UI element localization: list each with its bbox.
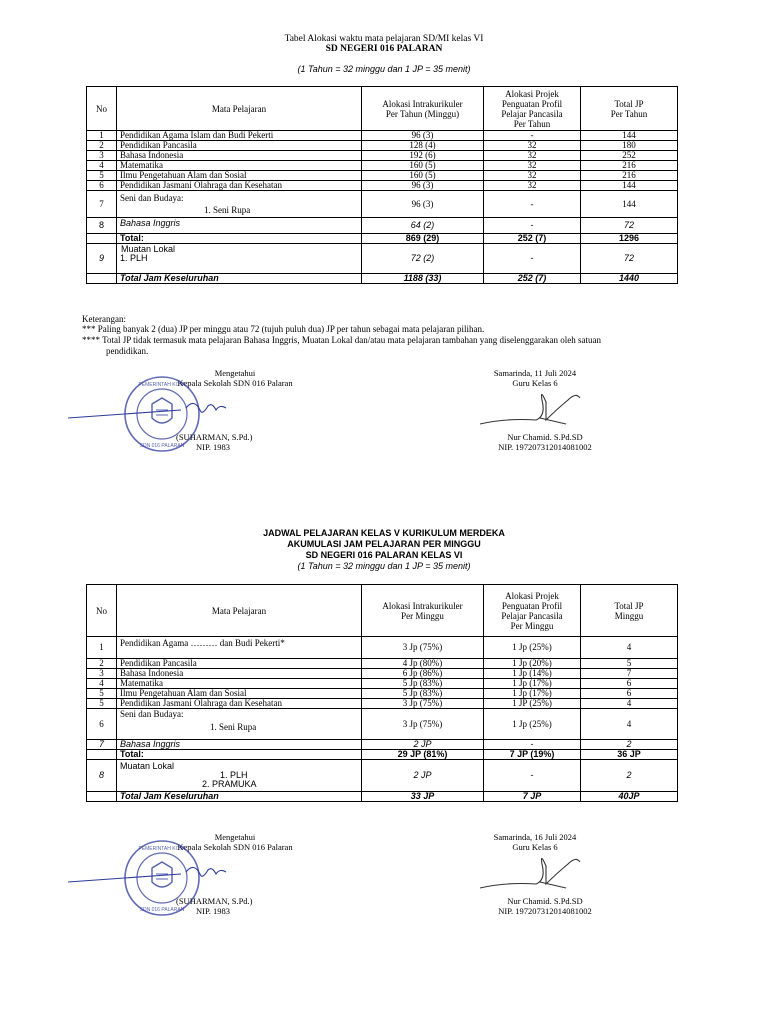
cell-intra: 6 Jp (86%) (362, 669, 484, 679)
cell-subject: Muatan Lokal 1. PLH (117, 244, 362, 274)
total-row (87, 234, 678, 244)
cell-project: 32 (484, 151, 581, 161)
table-row (87, 659, 678, 669)
header-no: No (87, 87, 117, 131)
cell-intra: 869 (29) (362, 234, 484, 244)
table-row (87, 181, 678, 191)
header-no: No (87, 585, 117, 637)
table-header-row (87, 585, 678, 637)
cell-total: 7 (581, 669, 678, 679)
cell-intra: 1188 (33) (362, 274, 484, 284)
cell-no: 1 (87, 637, 117, 659)
cell-no: 3 (87, 669, 117, 679)
cell-total: 72 (581, 244, 678, 274)
cell-grand-label: Total Jam Keseluruhan (117, 792, 362, 802)
header-intracurricular: Alokasi Intrakurikuler Per Tahun (Minggu) (362, 87, 484, 131)
cell-intra: 160 (5) (362, 161, 484, 171)
cell-subject: Ilmu Pengetahuan Alam dan Sosial (117, 171, 362, 181)
table2-title-2: AKUMULASI JAM PELAJARAN PER MINGGU (287, 539, 481, 549)
sign-right-name: Nur Chamid. S.Pd.SD (507, 432, 583, 442)
table-row (87, 637, 678, 659)
svg-text:PEMERINTAH KOTA: PEMERINTAH KOTA (138, 846, 186, 852)
cell-total: 144 (581, 181, 678, 191)
cell-no (87, 750, 117, 760)
cell-no: 7 (87, 740, 117, 750)
cell-subject: Bahasa Indonesia (117, 669, 362, 679)
header-total: Total JP Minggu (581, 585, 678, 637)
note-line-3: pendidikan. (106, 346, 149, 356)
cell-project: 1 Jp (17%) (484, 689, 581, 699)
cell-total: 216 (581, 161, 678, 171)
cell-intra: 2 JP (362, 760, 484, 792)
cell-subject: Seni dan Budaya: 1. Seni Rupa (117, 709, 362, 740)
cell-project: 1 Jp (20%) (484, 659, 581, 669)
cell-intra: 96 (3) (362, 131, 484, 141)
cell-intra: 4 Jp (80%) (362, 659, 484, 669)
table-row (87, 141, 678, 151)
cell-no: 6 (87, 181, 117, 191)
cell-total: 4 (581, 637, 678, 659)
cell-total: 1440 (581, 274, 678, 284)
table-row (87, 760, 678, 792)
cell-intra: 72 (2) (362, 244, 484, 274)
table-header-row (87, 87, 678, 131)
cell-total: 252 (581, 151, 678, 161)
cell-intra: 5 Jp (83%) (362, 679, 484, 689)
sign-right-date: Samarinda, 11 Juli 2024 (493, 368, 577, 378)
table-row (87, 191, 678, 218)
cell-intra: 3 Jp (75%) (362, 709, 484, 740)
header-project: Alokasi Projek Penguatan Profil Pelajar Pancasila Per Minggu (484, 585, 581, 637)
cell-intra: 96 (3) (362, 181, 484, 191)
cell-project: 1 JP (25%) (484, 699, 581, 709)
table-row (87, 709, 678, 740)
table-row (87, 218, 678, 234)
cell-project: 1 Jp (17%) (484, 679, 581, 689)
cell-subject: Muatan Lokal 1. PLH 2. PRAMUKA (117, 760, 362, 792)
svg-text:PEMERINTAH KOTA: PEMERINTAH KOTA (138, 382, 186, 388)
cell-total: 6 (581, 679, 678, 689)
sign-left-nip: NIP. 1983 (196, 442, 231, 452)
cell-no: 5 (87, 699, 117, 709)
cell-no: 8 (87, 218, 117, 234)
cell-intra: 33 JP (362, 792, 484, 802)
cell-subject: Pendidikan Pancasila (117, 141, 362, 151)
svg-text:SDN 016 PALARAN: SDN 016 PALARAN (139, 443, 185, 449)
cell-project: - (484, 760, 581, 792)
cell-total: 36 JP (581, 750, 678, 760)
table-row (87, 171, 678, 181)
cell-intra: 64 (2) (362, 218, 484, 234)
cell-project: - (484, 244, 581, 274)
grand-total-row (87, 274, 678, 284)
cell-project: - (484, 740, 581, 750)
cell-project: 252 (7) (484, 234, 581, 244)
cell-project: 252 (7) (484, 274, 581, 284)
cell-subject: Bahasa Inggris (117, 740, 362, 750)
signature-right (476, 380, 596, 430)
cell-project: - (484, 218, 581, 234)
signature-left (66, 396, 236, 426)
cell-total: 2 (581, 760, 678, 792)
sign-right-nip-2: NIP. 197207312014081002 (498, 906, 592, 916)
header-subject: Mata Pelajaran (117, 87, 362, 131)
cell-project: 32 (484, 161, 581, 171)
table1-title: Tabel Alokasi waktu mata pelajaran SD/MI kelas VI (284, 34, 484, 44)
cell-intra: 5 Jp (83%) (362, 689, 484, 699)
cell-subject: Pendidikan Jasmani Olahraga dan Kesehatan (117, 699, 362, 709)
header-intracurricular: Alokasi Intrakurikuler Per Minggu (362, 585, 484, 637)
cell-total: 2 (581, 740, 678, 750)
cell-subject: Pendidikan Agama Islam dan Budi Pekerti (117, 131, 362, 141)
cell-project: 1 Jp (25%) (484, 709, 581, 740)
cell-grand-label: Total Jam Keseluruhan (117, 274, 362, 284)
header-project: Alokasi Projek Penguatan Profil Pelajar Pancasila Per Tahun (484, 87, 581, 131)
cell-no: 2 (87, 659, 117, 669)
sign-right-nip: NIP. 197207312014081002 (498, 442, 592, 452)
signature-right-2 (476, 844, 596, 894)
table-row (87, 740, 678, 750)
cell-project: - (484, 191, 581, 218)
cell-no: 9 (87, 244, 117, 274)
cell-no (87, 792, 117, 802)
cell-subject: Pendidikan Agama ……… dan Budi Pekerti* (117, 637, 362, 659)
cell-subject: Pendidikan Pancasila (117, 659, 362, 669)
cell-no: 5 (87, 689, 117, 699)
note-line-2: **** Total JP tidak termasuk mata pelajaran Bahasa Inggris, Muatan Lokal dan/atau mata pelajaran tambahan yang diselenggarakan oleh satuan (82, 335, 601, 345)
table-row (87, 679, 678, 689)
header-total: Total JP Per Tahun (581, 87, 678, 131)
allocation-table-weekly (86, 584, 678, 802)
sign-right-date-2: Samarinda, 16 Juli 2024 (493, 832, 577, 842)
cell-total: 5 (581, 659, 678, 669)
cell-subject: Matematika (117, 679, 362, 689)
cell-subject: Pendidikan Jasmani Olahraga dan Kesehatan (117, 181, 362, 191)
sign-left-position-2: Kepala Sekolah SDN 016 Palaran (177, 842, 293, 852)
cell-total: 4 (581, 699, 678, 709)
cell-no: 6 (87, 709, 117, 740)
table2-title-1: JADWAL PELAJARAN KELAS V KURIKULUM MERDEKA (263, 528, 505, 538)
cell-intra: 3 Jp (75%) (362, 699, 484, 709)
cell-project: - (484, 131, 581, 141)
sign-right-name-2: Nur Chamid. S.Pd.SD (507, 896, 583, 906)
cell-project: 32 (484, 171, 581, 181)
cell-no: 2 (87, 141, 117, 151)
table2-subtitle: (1 Tahun = 32 minggu dan 1 JP = 35 menit) (297, 561, 471, 571)
cell-total: 72 (581, 218, 678, 234)
cell-no: 4 (87, 161, 117, 171)
total-row (87, 750, 678, 760)
sign-left-name: (SUHARMAN, S.Pd.) (176, 432, 253, 442)
allocation-table-yearly (86, 86, 678, 284)
cell-subject: Bahasa Inggris (117, 218, 362, 234)
cell-intra: 96 (3) (362, 191, 484, 218)
cell-intra: 2 JP (362, 740, 484, 750)
sign-left-label-2: Mengetahui (214, 832, 256, 842)
cell-project: 1 Jp (14%) (484, 669, 581, 679)
cell-intra: 3 Jp (75%) (362, 637, 484, 659)
cell-subject: Seni dan Budaya: 1. Seni Rupa (117, 191, 362, 218)
table1-school-name: SD NEGERI 016 PALARAN (325, 44, 443, 54)
header-subject: Mata Pelajaran (117, 585, 362, 637)
table-row (87, 669, 678, 679)
sign-left-position: Kepala Sekolah SDN 016 Palaran (177, 378, 293, 388)
cell-project: 1 Jp (25%) (484, 637, 581, 659)
table2-title-3: SD NEGERI 016 PALARAN KELAS VI (305, 550, 463, 560)
cell-total: 144 (581, 191, 678, 218)
note-line-1: *** Paling banyak 2 (dua) JP per minggu atau 72 (tujuh puluh dua) JP per tahun sebagai mata pelajaran pilihan. (82, 324, 485, 334)
cell-no: 1 (87, 131, 117, 141)
cell-intra: 192 (6) (362, 151, 484, 161)
cell-no: 5 (87, 171, 117, 181)
grand-total-row (87, 792, 678, 802)
cell-no (87, 274, 117, 284)
sign-left-name-2: (SUHARMAN, S.Pd.) (176, 896, 253, 906)
cell-intra: 128 (4) (362, 141, 484, 151)
svg-text:SDN 016 PALARAN: SDN 016 PALARAN (139, 907, 185, 913)
cell-intra: 160 (5) (362, 171, 484, 181)
cell-total-label: Total: (117, 234, 362, 244)
cell-project: 7 JP (19%) (484, 750, 581, 760)
cell-project: 32 (484, 141, 581, 151)
notes-title: Keterangan: (82, 314, 126, 324)
cell-no: 8 (87, 760, 117, 792)
cell-project: 32 (484, 181, 581, 191)
sign-left-nip-2: NIP. 1983 (196, 906, 231, 916)
cell-subject: Matematika (117, 161, 362, 171)
cell-project: 7 JP (484, 792, 581, 802)
cell-total: 4 (581, 709, 678, 740)
table-row (87, 244, 678, 274)
sign-left-label: Mengetahui (214, 368, 256, 378)
table-row (87, 161, 678, 171)
cell-total: 216 (581, 171, 678, 181)
cell-subject: Bahasa Indonesia (117, 151, 362, 161)
cell-total: 144 (581, 131, 678, 141)
cell-total: 40JP (581, 792, 678, 802)
cell-intra: 29 JP (81%) (362, 750, 484, 760)
cell-no (87, 234, 117, 244)
table-row (87, 151, 678, 161)
table-row (87, 689, 678, 699)
cell-no: 4 (87, 679, 117, 689)
cell-total: 6 (581, 689, 678, 699)
sign-right-position: Guru Kelas 6 (512, 378, 558, 388)
cell-no: 7 (87, 191, 117, 218)
table-row (87, 699, 678, 709)
cell-total: 1296 (581, 234, 678, 244)
sign-right-position-2: Guru Kelas 6 (512, 842, 558, 852)
table-row (87, 131, 678, 141)
cell-total-label: Total: (117, 750, 362, 760)
cell-subject: Ilmu Pengetahuan Alam dan Sosial (117, 689, 362, 699)
table1-subtitle: (1 Tahun = 32 minggu dan 1 JP = 35 menit) (297, 64, 471, 74)
cell-total: 180 (581, 141, 678, 151)
signature-left-2 (66, 860, 236, 890)
cell-no: 3 (87, 151, 117, 161)
